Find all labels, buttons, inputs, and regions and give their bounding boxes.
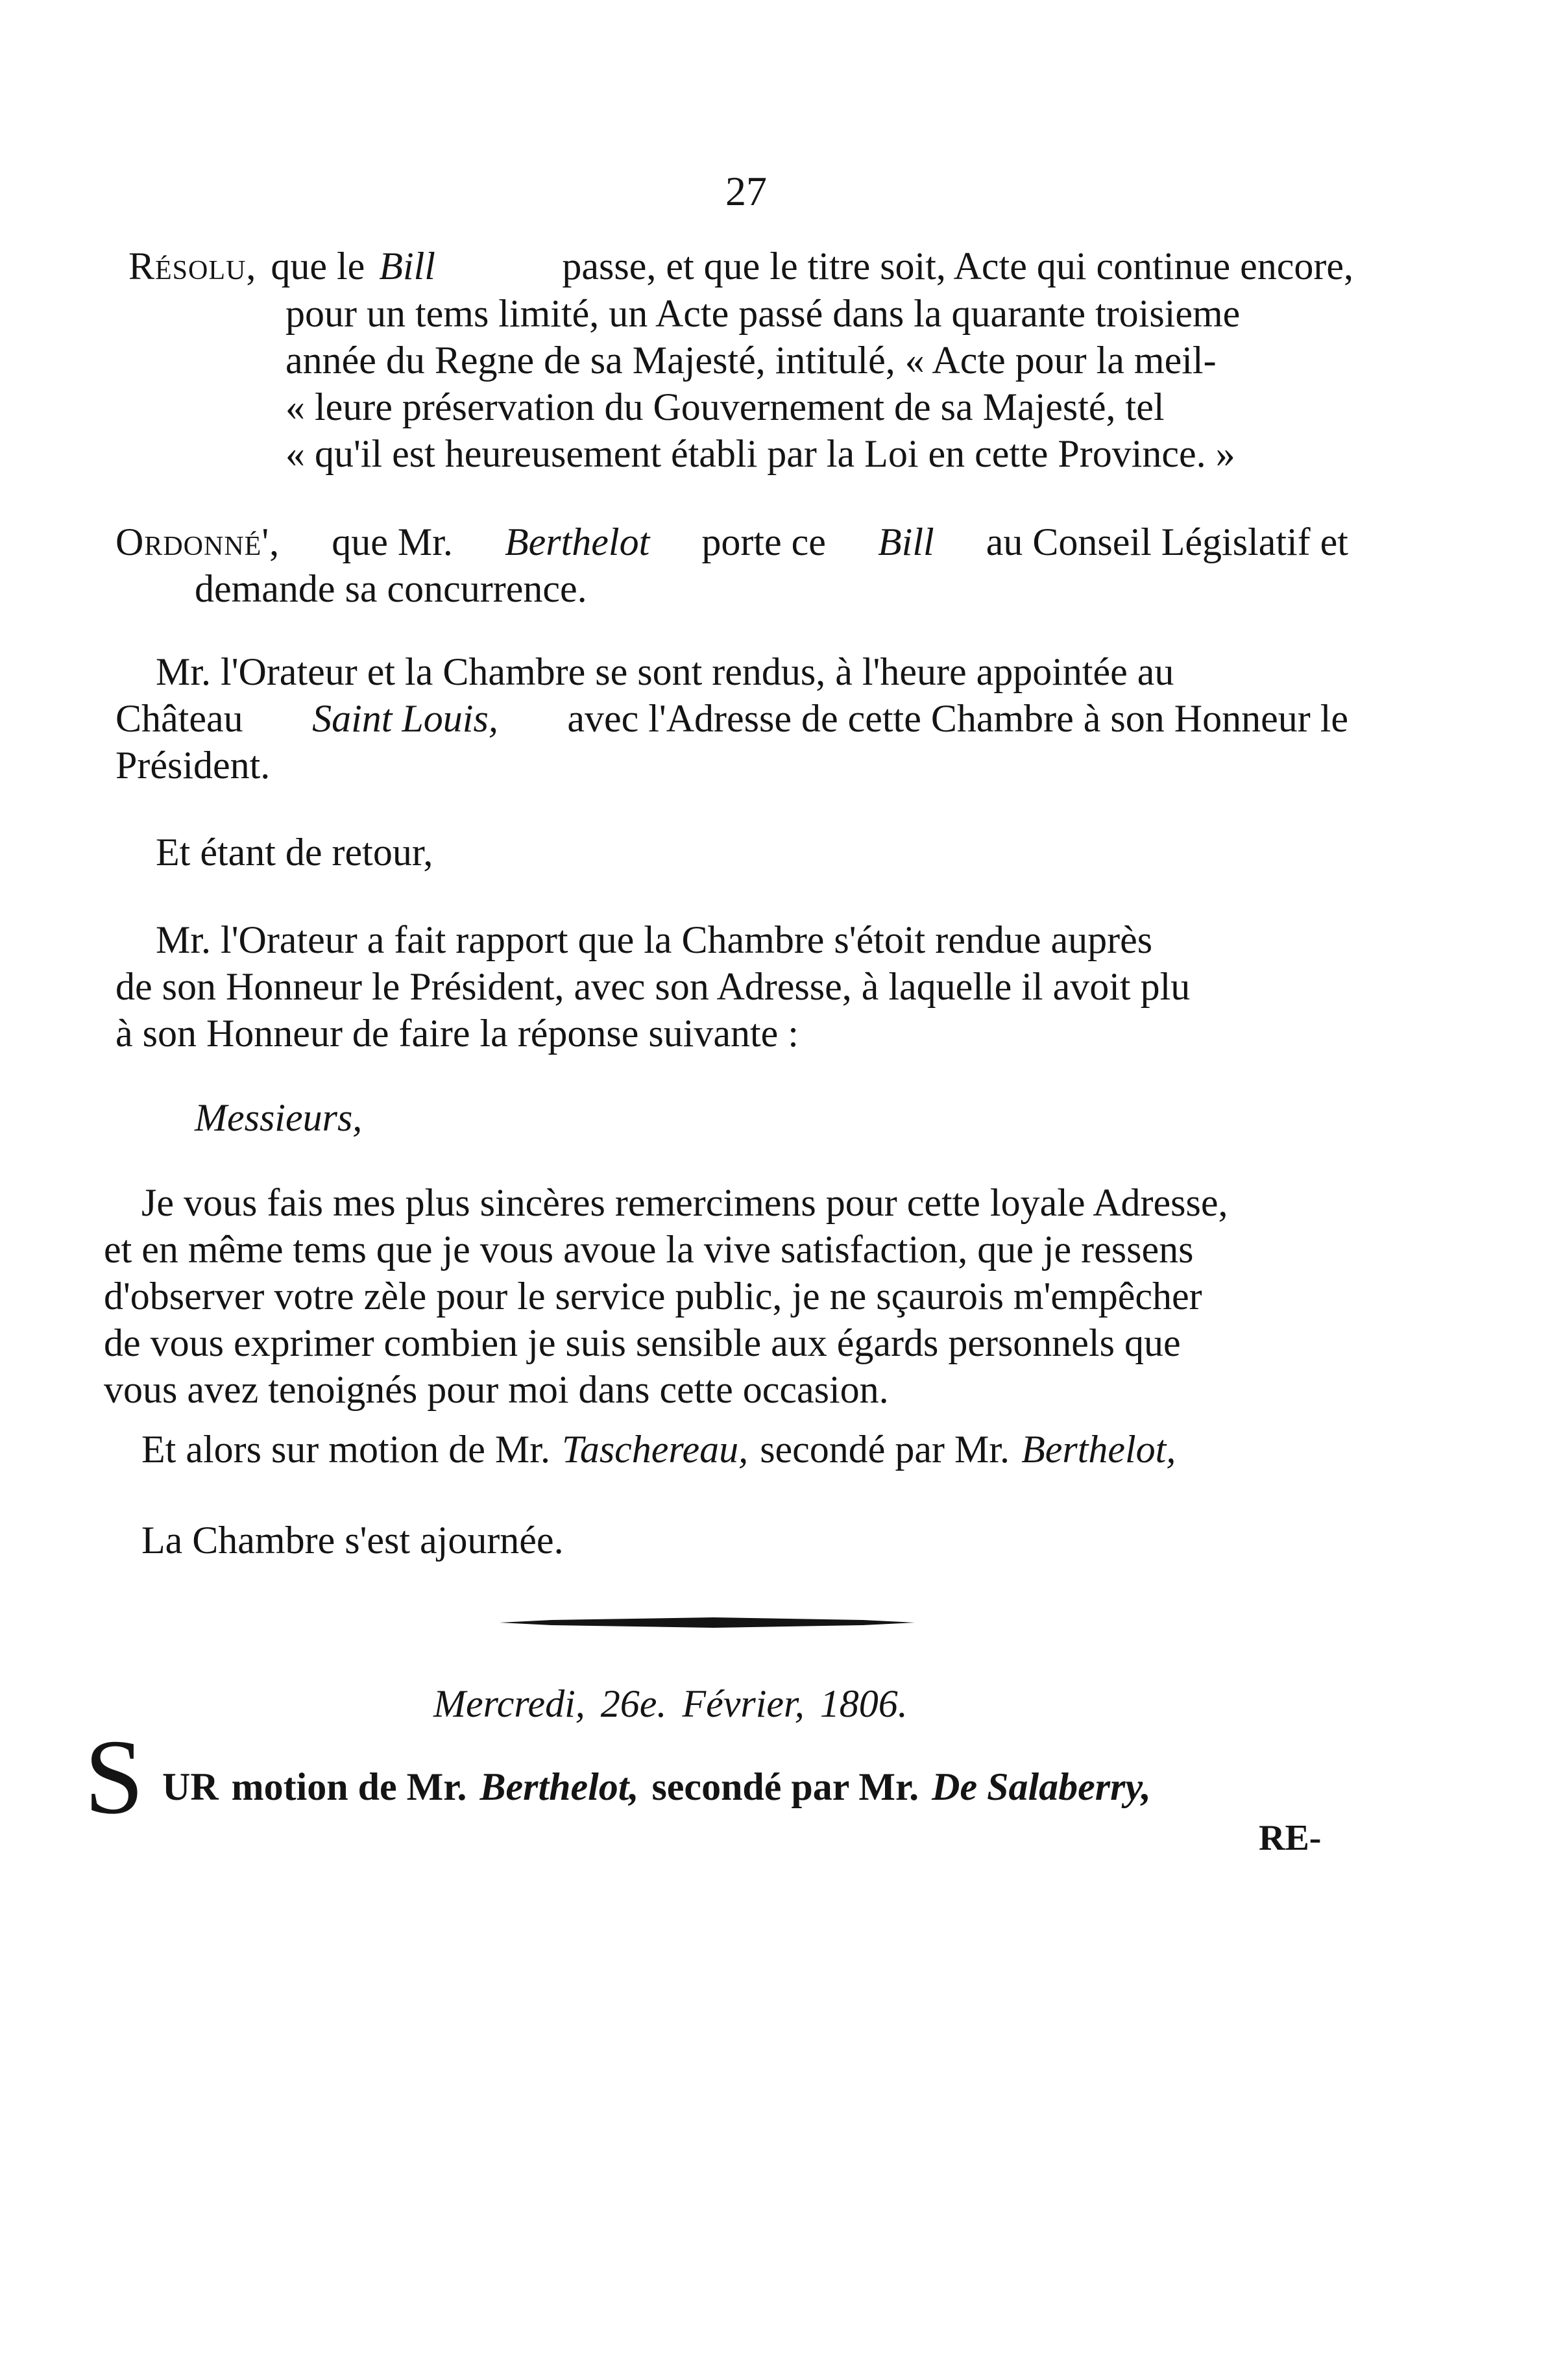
orateur-line-2: Château Saint Louis, avec l'Adresse de cette Chambre à son Honneur le	[115, 697, 1348, 740]
ordonne-lead: Ordonné',	[115, 521, 280, 563]
reponse-line-2: et en même tems que je vous avoue la vive satisfaction, que je ressens	[104, 1228, 1194, 1271]
orateur-line-3: Président.	[115, 744, 271, 787]
reponse-line-1: Je vous fais mes plus sincères remercimens pour cette loyale Adresse,	[141, 1181, 1228, 1224]
resolu-line-2: pour un tems limité, un Acte passé dans la quarante troisieme	[285, 292, 1241, 335]
resolu-line-3: année du Regne de sa Majesté, intitulé, « Acte pour la meil-	[285, 339, 1217, 382]
bill-term: Bill	[379, 245, 435, 288]
salutation: Messieurs,	[195, 1096, 363, 1139]
reponse-line-3: d'observer votre zèle pour le service public, je ne sçaurois m'empêcher	[104, 1275, 1202, 1318]
date-heading: Mercredi, 26e. Février, 1806.	[433, 1682, 908, 1725]
place-saint-louis: Saint Louis,	[312, 697, 498, 740]
name-de-salaberry: De Salaberry,	[932, 1765, 1151, 1808]
drop-cap: S	[84, 1717, 144, 1836]
rapport-line-3: à son Honneur de faire la réponse suivante :	[115, 1012, 799, 1055]
reponse-line-4: de vous exprimer combien je suis sensible aux égards personnels que	[104, 1321, 1181, 1364]
sur-motion-line: UR motion de Mr. Berthelot, secondé par Mr. De Salaberry,	[162, 1765, 1151, 1808]
resolu-lead: Résolu,	[128, 245, 257, 288]
ordonne-line-1: Ordonné', que Mr. Berthelot porte ce Bill au Conseil Législatif et	[115, 521, 1348, 563]
page-number: 27	[725, 168, 767, 214]
resolu-line-4: « leure préservation du Gouvernement de sa Majesté, tel	[285, 386, 1165, 428]
catchword: RE-	[1259, 1818, 1322, 1858]
retour-line: Et étant de retour,	[156, 831, 433, 874]
section-divider-rule	[500, 1616, 915, 1629]
name-berthelot: Berthelot,	[1021, 1428, 1176, 1471]
motion-line: Et alors sur motion de Mr. Taschereau, secondé par Mr. Berthelot,	[141, 1428, 1176, 1471]
ordonne-line-2: demande sa concurrence.	[195, 567, 587, 610]
name-berthelot: Berthelot	[504, 521, 650, 563]
resolu-line-5: « qu'il est heureusement établi par la Loi en cette Province. »	[285, 432, 1235, 475]
name-taschereau: Taschereau,	[561, 1428, 749, 1471]
reponse-line-5: vous avez tenoignés pour moi dans cette occasion.	[104, 1368, 889, 1411]
resolu-line-1: Résolu, que le Bill passe, et que le titre soit, Acte qui continue encore,	[128, 245, 1353, 288]
bill-term: Bill	[878, 521, 934, 563]
rapport-line-2: de son Honneur le Président, avec son Adresse, à laquelle il avoit plu	[115, 965, 1191, 1008]
rapport-line-1: Mr. l'Orateur a fait rapport que la Chambre s'étoit rendue auprès	[156, 918, 1153, 961]
name-berthelot: Berthelot,	[479, 1765, 639, 1808]
ajournee-line: La Chambre s'est ajournée.	[141, 1519, 564, 1562]
orateur-line-1: Mr. l'Orateur et la Chambre se sont rendus, à l'heure appointée au	[156, 650, 1174, 693]
